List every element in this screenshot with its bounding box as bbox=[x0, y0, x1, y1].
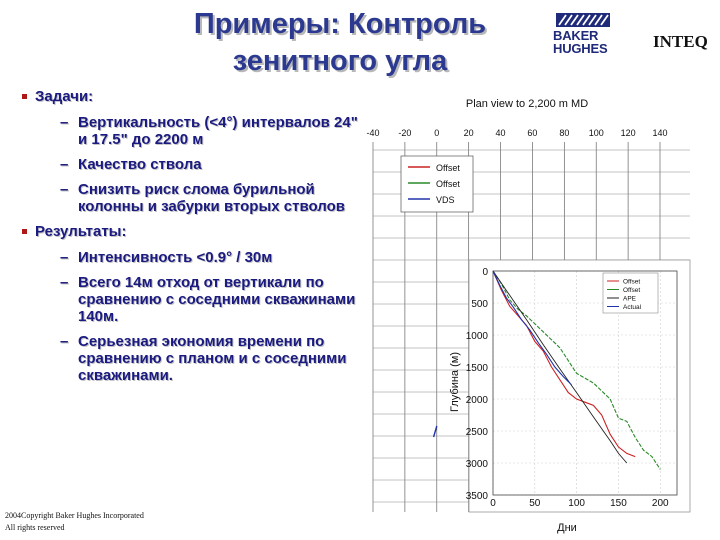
title-line-2: зенитного угла bbox=[232, 45, 448, 77]
sub-bullet bbox=[20, 181, 370, 215]
depth-y-tick-label: 1000 bbox=[465, 331, 488, 342]
dash-marker: – bbox=[60, 114, 69, 131]
logo-text-hughes: HUGHES bbox=[553, 41, 608, 56]
depth-x-tick-label: 200 bbox=[651, 498, 669, 509]
sub-bullet-text: Серьезная экономия времени по сравнению с планом и с соседними скважинами. bbox=[78, 333, 347, 384]
bullet-list bbox=[20, 88, 370, 392]
depth-y-tick-label: 1500 bbox=[465, 363, 488, 374]
rights-line: All rights reserved bbox=[5, 523, 65, 532]
depth-legend-label: Offset bbox=[623, 287, 641, 294]
depth-y-tick-label: 500 bbox=[471, 299, 488, 310]
copyright-line: 2004Copyright Baker Hughes Incorporated bbox=[5, 511, 144, 520]
sub-bullet-text: Всего 14м отход от вертикали по сравнению с соседними скважинами 140м. bbox=[78, 274, 356, 325]
depth-y-tick-label: 3500 bbox=[465, 491, 488, 502]
baker-hughes-emblem-icon bbox=[556, 13, 610, 27]
bullet-marker bbox=[22, 229, 27, 234]
plan-x-tick-label: 80 bbox=[559, 128, 570, 138]
depth-legend-label: Actual bbox=[623, 304, 642, 311]
bullet-label: Задачи: bbox=[35, 88, 94, 105]
copyright-footer bbox=[5, 510, 144, 534]
plan-x-tick-label: 100 bbox=[588, 128, 604, 138]
bullet-label: Результаты: bbox=[35, 223, 127, 240]
depth-y-tick-label: 2500 bbox=[465, 427, 488, 438]
sub-bullet bbox=[20, 249, 370, 266]
chart-figure bbox=[366, 92, 690, 534]
slide-title bbox=[120, 6, 560, 80]
depth-y-tick-label: 3000 bbox=[465, 459, 488, 470]
plan-legend-label: Offset bbox=[436, 163, 460, 173]
depth-y-tick-label: 0 bbox=[482, 267, 488, 278]
plan-x-tick-label: -20 bbox=[398, 128, 412, 138]
plan-view-title: Plan view to 2,200 m MD bbox=[465, 98, 589, 110]
plan-x-tick-label: 120 bbox=[620, 128, 636, 138]
plan-legend-label: Offset bbox=[436, 179, 460, 189]
logo-text-baker: BAKER bbox=[553, 28, 599, 43]
plan-x-tick-label: 60 bbox=[527, 128, 538, 138]
sub-bullet-text: Снизить риск слома бурильной колонны и забурки вторых стволов bbox=[78, 181, 345, 215]
bullet-marker bbox=[22, 94, 27, 99]
dash-marker: – bbox=[60, 156, 69, 173]
dash-marker: – bbox=[60, 274, 69, 291]
sub-bullet-text: Вертикальность (<4°) интервалов 24" и 17.5" до 2200 м bbox=[78, 114, 358, 148]
depth-x-tick-label: 0 bbox=[490, 498, 496, 509]
dash-marker: – bbox=[60, 249, 69, 266]
depth-y-tick-label: 2000 bbox=[465, 395, 488, 406]
plan-legend-label: VDS bbox=[436, 195, 455, 205]
depth-legend-label: Offset bbox=[623, 278, 641, 286]
sub-bullet-text: Качество ствола bbox=[78, 156, 202, 173]
sub-bullet bbox=[20, 274, 370, 325]
bullet-tasks bbox=[20, 88, 370, 105]
depth-x-tick-label: 150 bbox=[610, 498, 627, 509]
bullet-results bbox=[20, 223, 370, 240]
plan-x-tick-label: 140 bbox=[652, 128, 668, 138]
sub-bullet bbox=[20, 333, 370, 384]
sub-bullet-text: Интенсивность <0.9° / 30м bbox=[78, 249, 273, 266]
depth-x-tick-label: 50 bbox=[529, 498, 541, 509]
plan-x-tick-label: 0 bbox=[434, 128, 440, 138]
sub-bullet bbox=[20, 114, 370, 148]
plan-x-tick-label: 20 bbox=[463, 128, 474, 138]
logo-text-inteq: INTEQ bbox=[653, 32, 708, 51]
dash-marker: – bbox=[60, 333, 69, 350]
sub-bullet bbox=[20, 156, 370, 173]
title-line-1: Примеры: Контроль bbox=[193, 8, 487, 40]
plan-x-tick-label: -40 bbox=[366, 128, 380, 138]
dash-marker: – bbox=[60, 181, 69, 198]
depth-x-tick-label: 100 bbox=[568, 498, 585, 509]
baker-hughes-logo bbox=[553, 10, 718, 62]
depth-y-axis-label: Глубина (м) bbox=[449, 352, 461, 412]
depth-legend-label: APE bbox=[623, 295, 637, 303]
depth-x-axis-label: Дни bbox=[557, 522, 577, 534]
plan-x-tick-label: 40 bbox=[495, 128, 506, 138]
